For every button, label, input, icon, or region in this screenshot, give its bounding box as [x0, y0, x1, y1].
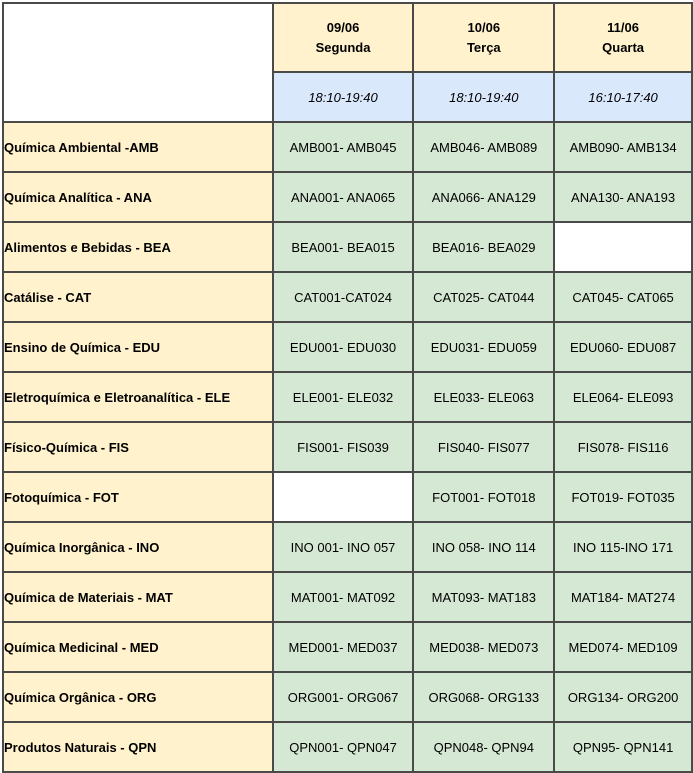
code-range-cell: AMB090- AMB134	[554, 122, 692, 172]
table-row	[3, 222, 692, 272]
code-range-cell: ORG068- ORG133	[413, 672, 554, 722]
topic-label: Química Orgânica - ORG	[3, 672, 273, 722]
day-header	[273, 3, 414, 72]
day-header	[413, 3, 554, 72]
code-range-cell: MED001- MED037	[273, 622, 414, 672]
day-date: 11/06	[607, 19, 639, 35]
code-range-cell: MED038- MED073	[413, 622, 554, 672]
code-range-cell: MAT093- MAT183	[413, 572, 554, 622]
day-header	[554, 3, 692, 72]
table-row	[3, 472, 692, 522]
code-range-cell: ANA001- ANA065	[273, 172, 414, 222]
code-range-cell: FIS001- FIS039	[273, 422, 414, 472]
code-range-cell: QPN048- QPN94	[413, 722, 554, 772]
code-range-cell: ANA130- ANA193	[554, 172, 692, 222]
table-row	[3, 522, 692, 572]
code-range-cell: AMB001- AMB045	[273, 122, 414, 172]
table-row	[3, 122, 692, 172]
code-range-cell: EDU031- EDU059	[413, 322, 554, 372]
topic-label: Química Inorgânica - INO	[3, 522, 273, 572]
topic-label: Eletroquímica e Eletroanalítica - ELE	[3, 372, 273, 422]
topic-label: Química de Materiais - MAT	[3, 572, 273, 622]
time-slot: 18:10-19:40	[273, 72, 414, 122]
schedule-table	[2, 2, 693, 773]
topic-label: Catálise - CAT	[3, 272, 273, 322]
code-range-cell: QPN95- QPN141	[554, 722, 692, 772]
time-slot: 18:10-19:40	[413, 72, 554, 122]
topic-label: Produtos Naturais - QPN	[3, 722, 273, 772]
topic-label: Ensino de Química - EDU	[3, 322, 273, 372]
code-range-cell: EDU060- EDU087	[554, 322, 692, 372]
code-range-cell: ORG134- ORG200	[554, 672, 692, 722]
time-slot: 16:10-17:40	[554, 72, 692, 122]
code-range-cell: BEA001- BEA015	[273, 222, 414, 272]
topic-label: Alimentos e Bebidas - BEA	[3, 222, 273, 272]
code-range-cell: ANA066- ANA129	[413, 172, 554, 222]
empty-cell	[273, 472, 414, 522]
code-range-cell: QPN001- QPN047	[273, 722, 414, 772]
table-row	[3, 272, 692, 322]
day-weekday: Segunda	[315, 39, 371, 55]
day-weekday: Quarta	[602, 39, 645, 55]
empty-cell	[554, 222, 692, 272]
code-range-cell: MAT184- MAT274	[554, 572, 692, 622]
code-range-cell: ORG001- ORG067	[273, 672, 414, 722]
table-row	[3, 622, 692, 672]
code-range-cell: FIS040- FIS077	[413, 422, 554, 472]
code-range-cell: INO 115-INO 171	[554, 522, 692, 572]
day-header-row	[3, 3, 692, 72]
code-range-cell: CAT045- CAT065	[554, 272, 692, 322]
day-date: 10/06	[467, 19, 501, 35]
topic-label: Fotoquímica - FOT	[3, 472, 273, 522]
code-range-cell: INO 001- INO 057	[273, 522, 414, 572]
code-range-cell: FIS078- FIS116	[554, 422, 692, 472]
table-row	[3, 422, 692, 472]
code-range-cell: ELE033- ELE063	[413, 372, 554, 422]
table-row	[3, 372, 692, 422]
table-row	[3, 672, 692, 722]
code-range-cell: CAT001-CAT024	[273, 272, 414, 322]
code-range-cell: INO 058- INO 114	[413, 522, 554, 572]
code-range-cell: MAT001- MAT092	[273, 572, 414, 622]
code-range-cell: FOT019- FOT035	[554, 472, 692, 522]
code-range-cell: EDU001- EDU030	[273, 322, 414, 372]
code-range-cell: BEA016- BEA029	[413, 222, 554, 272]
topic-label: Química Analítica - ANA	[3, 172, 273, 222]
code-range-cell: ELE001- ELE032	[273, 372, 414, 422]
code-range-cell: FOT001- FOT018	[413, 472, 554, 522]
topic-label: Química Ambiental -AMB	[3, 122, 273, 172]
table-row	[3, 322, 692, 372]
table-row	[3, 172, 692, 222]
code-range-cell: AMB046- AMB089	[413, 122, 554, 172]
day-weekday: Terça	[466, 39, 501, 55]
code-range-cell: ELE064- ELE093	[554, 372, 692, 422]
topic-label: Química Medicinal - MED	[3, 622, 273, 672]
topic-label: Físico-Química - FIS	[3, 422, 273, 472]
code-range-cell: CAT025- CAT044	[413, 272, 554, 322]
day-date: 09/06	[326, 19, 360, 35]
code-range-cell: MED074- MED109	[554, 622, 692, 672]
table-row	[3, 572, 692, 622]
table-row	[3, 722, 692, 772]
corner-cell	[3, 3, 273, 122]
